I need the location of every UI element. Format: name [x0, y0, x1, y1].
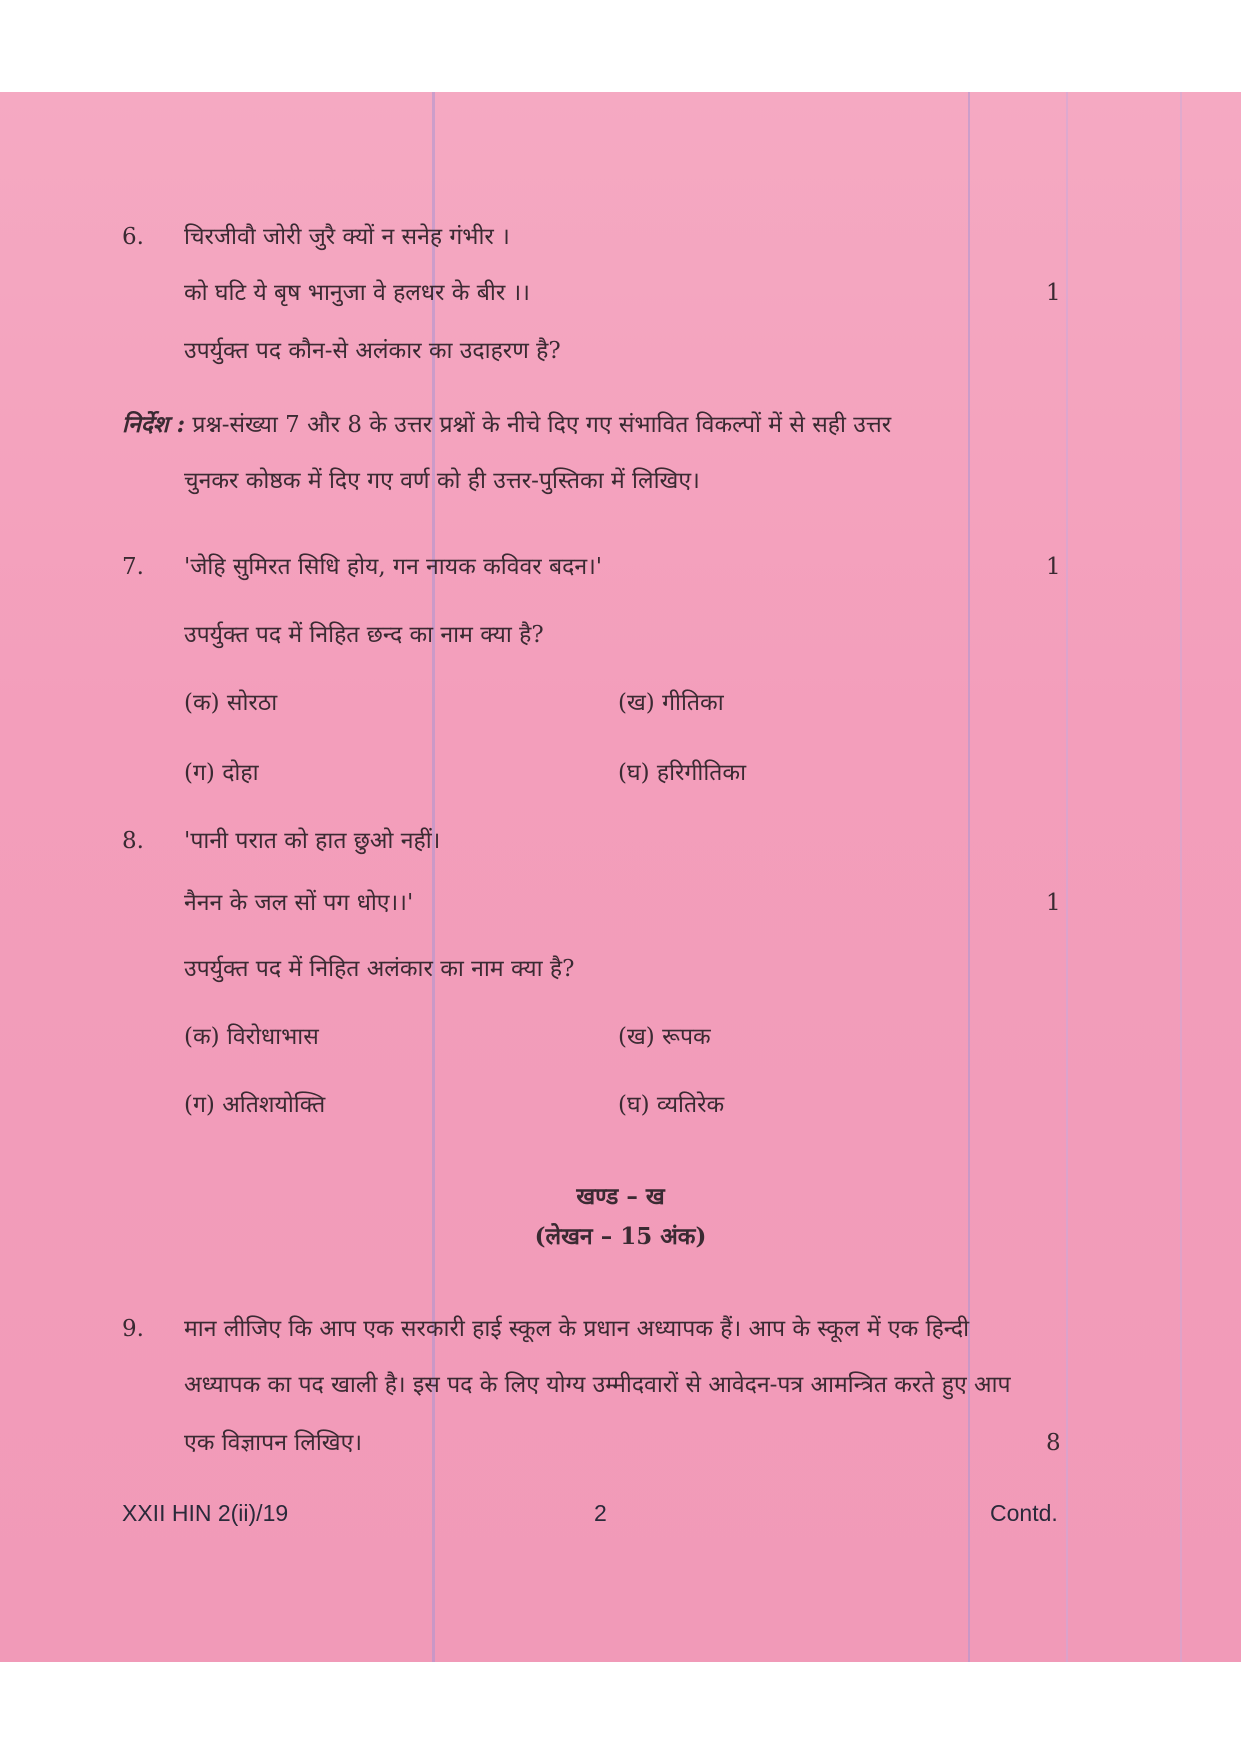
q8-option-gha: (घ) व्यतिरेक — [618, 1092, 725, 1118]
margin-rule — [432, 92, 435, 1662]
q8-option-ga: (ग) अतिशयोक्ति — [184, 1092, 326, 1118]
q7-number: 7. — [122, 554, 144, 580]
q6-verse-line1: चिरजीवौ जोरी जुरै क्यों न सनेह गंभीर । — [184, 224, 510, 250]
q8-question: उपर्युक्त पद में निहित अलंकार का नाम क्या है? — [184, 956, 575, 982]
q6-verse-line2: को घटि ये बृष भानुजा वे हलधर के बीर ।। — [184, 280, 530, 306]
instruction-line1 — [122, 410, 891, 440]
margin-rule — [1066, 92, 1068, 1662]
q7-option-ga: (ग) दोहा — [184, 760, 259, 786]
exam-page — [0, 92, 1241, 1662]
q9-number: 9. — [122, 1316, 144, 1342]
instruction-label: निर्देश : — [122, 411, 186, 438]
page-number: 2 — [594, 1500, 607, 1526]
q7-question: उपर्युक्त पद में निहित छन्द का नाम क्या है? — [184, 622, 544, 648]
margin-rule — [1180, 92, 1182, 1662]
q7-option-gha: (घ) हरिगीतिका — [618, 760, 747, 786]
instruction-line2: चुनकर कोष्ठक में दिए गए वर्ण को ही उत्तर-पुस्तिका में लिखिए। — [184, 468, 700, 494]
paper-code: XXII HIN 2(ii)/19 — [122, 1500, 289, 1526]
q7-verse: 'जेहि सुमिरत सिधि होय, गन नायक कविवर बदन।' — [184, 554, 603, 580]
q8-verse-line1: 'पानी परात को हात छुओ नहीं। — [184, 828, 441, 854]
q9-line1: मान लीजिए कि आप एक सरकारी हाई स्कूल के प्रधान अध्यापक हैं। आप के स्कूल में एक हिन्दी — [184, 1316, 970, 1342]
q9-line2: अध्यापक का पद खाली है। इस पद के लिए योग्य उम्मीदवारों से आवेदन-पत्र आमन्त्रित करते हुए आप — [184, 1372, 1011, 1398]
instruction-text-1: प्रश्न-संख्या 7 और 8 के उत्तर प्रश्नों के नीचे दिए गए संभावित विकल्पों में से सही उत्तर — [192, 412, 892, 438]
q8-option-ka: (क) विरोधाभास — [184, 1024, 319, 1050]
q6-marks: 1 — [1046, 280, 1061, 306]
q7-option-kha: (ख) गीतिका — [618, 690, 724, 716]
margin-rule — [968, 92, 970, 1662]
q8-number: 8. — [122, 828, 144, 854]
q8-marks: 1 — [1046, 890, 1061, 916]
q9-line3: एक विज्ञापन लिखिए। — [184, 1430, 363, 1456]
q7-option-ka: (क) सोरठा — [184, 690, 278, 716]
section-title: खण्ड – ख — [576, 1183, 665, 1210]
q6-number: 6. — [122, 224, 144, 250]
q7-marks: 1 — [1046, 554, 1061, 580]
q8-option-kha: (ख) रूपक — [618, 1024, 711, 1050]
q6-question: उपर्युक्त पद कौन-से अलंकार का उदाहरण है? — [184, 338, 561, 364]
q9-marks: 8 — [1046, 1430, 1061, 1456]
q8-verse-line2: नैनन के जल सों पग धोए।।' — [184, 890, 414, 916]
continued-label: Contd. — [990, 1500, 1058, 1526]
section-subtitle: (लेखन – 15 अंक) — [534, 1223, 707, 1250]
